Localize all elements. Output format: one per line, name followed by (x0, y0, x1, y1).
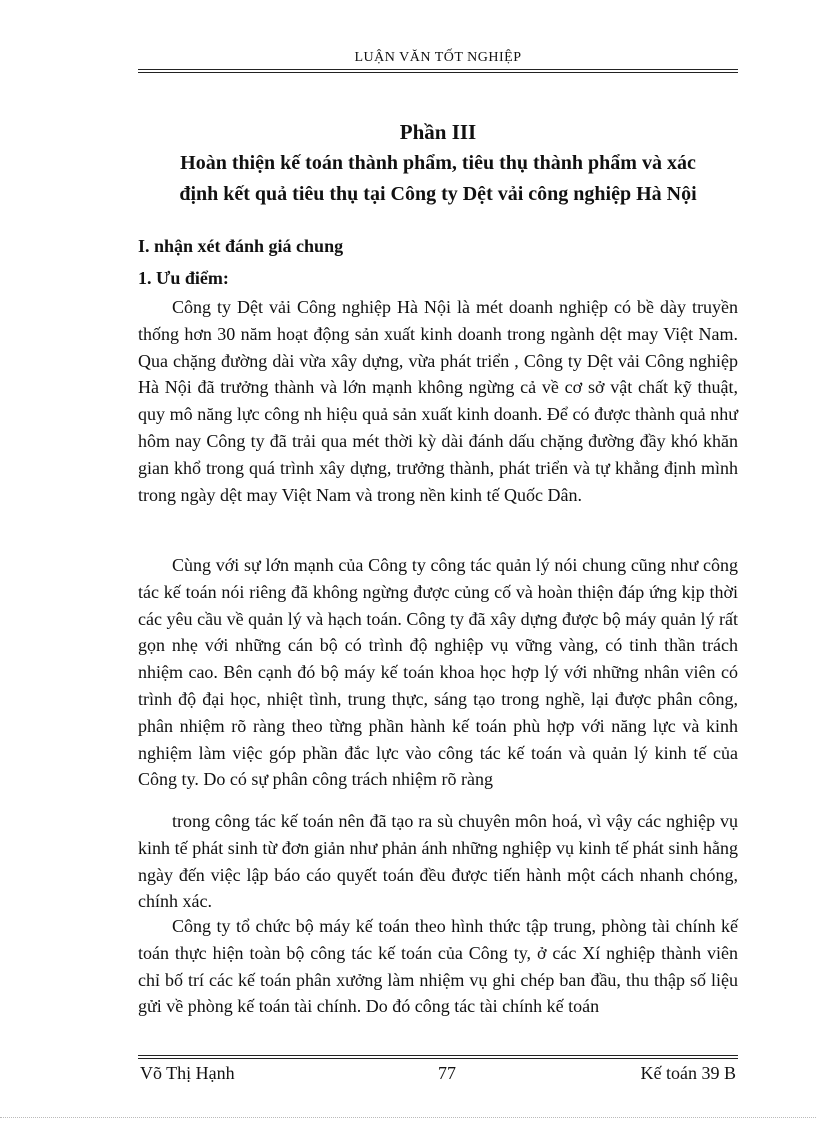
paragraph-1-text: Công ty Dệt vải Công nghiệp Hà Nội là mét doanh nghiệp có bề dày truyền thống hơn 30 năm hoạt động sản xuất kinh doanh trong ngành dệt may Việt Nam. Qua chặng đường dài vừa xây dựng, vừa phát triển , Công ty Dệt vải Công nghiệp Hà Nội đã trưởng thành và lớn mạnh không ngừng cả về cơ sở vật chất kỹ thuật, quy mô năng lực công nh hiệu quả sản xuất kinh doanh. Để có được thành quả như hôm nay Công ty đã trải qua mét thời kỳ dài đánh dấu chặng đường đầy khó khăn gian khổ trong quá trình xây dựng, trưởng thành, phát triển và tự khẳng định mình trong ngày dệt may Việt Nam và trong nền kinh tế Quốc Dân. (138, 297, 738, 505)
footer-class: Kế toán 39 B (640, 1063, 736, 1083)
paragraph-4-text: Công ty tổ chức bộ máy kế toán theo hình thức tập trung, phòng tài chính kế toán thực hiện toàn bộ công tác kế toán của Công ty, ở các Xí nghiệp thành viên chỉ bố trí các kế toán phân xưởng làm nhiệm vụ ghi chép ban đầu, thu thập số liệu gửi về phòng kế toán tài chính. Do đó công tác tài chính kế toán (138, 916, 738, 1017)
footer-page-number: 77 (438, 1063, 456, 1083)
paragraph-3 (138, 808, 738, 915)
footer-rule (138, 1055, 738, 1059)
part-title: Phần III (399, 120, 477, 144)
paragraph-3-text: trong công tác kế toán nên đã tạo ra sù chuyên môn hoá, vì vậy các nghiệp vụ kinh tế phát sinh từ đơn giản như phản ánh những nghiệp vụ kinh tế phát sinh hằng ngày đến việc lập báo cáo quyết toán đều được tiến hành một cách nhanh chóng, chính xác. (138, 811, 738, 912)
paragraph-2-text: Cùng với sự lớn mạnh của Công ty công tác quản lý nói chung cũng như công tác kế toán nói riêng đã không ngừng được củng cố và hoàn thiện đáp ứng kịp thời các yêu cầu về quản lý và hạch toán. Công ty đã xây dựng được bộ máy quản lý rất gọn nhẹ với những cán bộ có trình độ nghiệp vụ vững vàng, có tinh thần trách nhiệm cao. Bên cạnh đó bộ máy kế toán khoa học hợp lý với những nhân viên có trình độ đại học, nhiệt tình, trung thực, sáng tạo trong nghề, lại được phân công, phân nhiệm rõ ràng theo từng phần hành kế toán phù hợp với năng lực và kinh nghiệm làm việc góp phần đắc lực vào công tác kế toán và quản lý kinh tế của Công ty. Do có sự phân công trách nhiệm rõ ràng (138, 555, 738, 790)
part-subtitle-line-2: định kết quả tiêu thụ tại Công ty Dệt vải công nghiệp Hà Nội (179, 183, 697, 205)
header-rule (138, 69, 738, 73)
paragraph-4 (138, 913, 738, 1020)
paragraph-1 (138, 294, 738, 508)
paragraph-2 (138, 552, 738, 793)
subsection-heading: 1. Ưu điểm: (138, 268, 229, 288)
page-edge-dotted-line (0, 1117, 816, 1118)
running-header: LUẬN VĂN TỐT NGHIỆP (354, 50, 522, 65)
part-subtitle-line-1: Hoàn thiện kế toán thành phẩm, tiêu thụ thành phẩm và xác (180, 152, 696, 174)
part-title-block (138, 117, 738, 210)
section-heading: I. nhận xét đánh giá chung (138, 236, 344, 256)
footer-author: Võ Thị Hạnh (140, 1063, 235, 1083)
